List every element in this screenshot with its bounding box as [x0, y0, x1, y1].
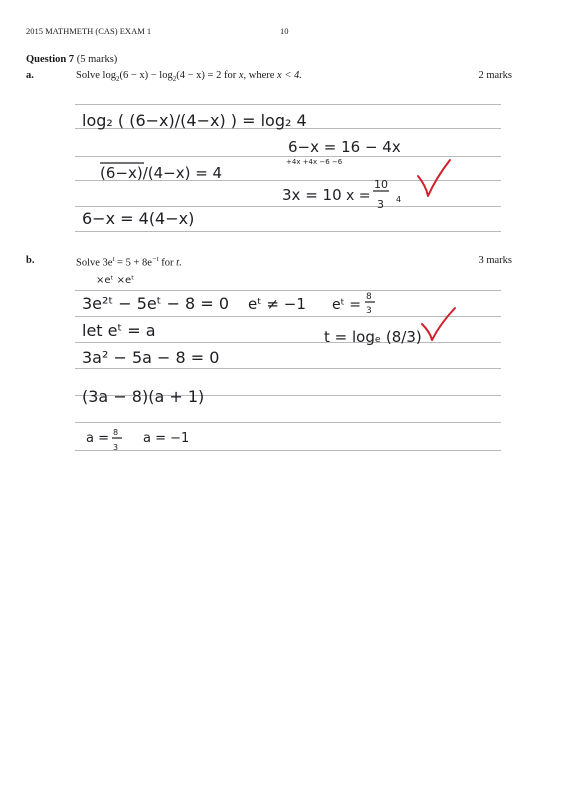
- answer-line: [75, 316, 501, 317]
- hw-b-side-eq-den: 3: [366, 306, 372, 316]
- correct-tick-icon: [422, 308, 455, 340]
- stmt-b-2: = 5 + 8e: [114, 257, 152, 269]
- hw-a-side3-num: 10: [374, 178, 388, 191]
- page-number: 10: [280, 26, 289, 36]
- part-a-marks: 2 marks: [478, 70, 512, 81]
- part-b-label: b.: [26, 255, 35, 266]
- hw-b-mult: ×eᵗ ×eᵗ: [96, 275, 135, 286]
- stmt-b-sup2: −t: [151, 255, 159, 263]
- hw-b-line1: 3e²ᵗ − 5eᵗ − 8 = 0: [82, 294, 229, 313]
- stmt-b-sup1: t: [112, 255, 115, 263]
- hw-a-side3-den: 3: [377, 198, 384, 211]
- hw-b-side-neq: eᵗ ≠ −1: [248, 295, 306, 313]
- answer-line: [75, 128, 501, 129]
- part-b-marks: 3 marks: [478, 255, 512, 266]
- stmt-a-sub1: 2: [115, 75, 120, 84]
- stmt-a-cond: x < 4.: [277, 70, 302, 81]
- hw-a-line1: log₂ ( (6−x)/(4−x) ) = log₂ 4: [82, 111, 307, 130]
- answer-line: [75, 156, 501, 157]
- hw-a-side2: 3x = 10: [282, 186, 342, 204]
- hw-b-line4: (3a − 8)(a + 1): [82, 387, 205, 406]
- hw-b-line5-b: a = −1: [143, 431, 190, 446]
- answer-line: [75, 450, 501, 451]
- hw-b-line5-num: 8: [113, 428, 119, 437]
- answer-line: [75, 231, 501, 232]
- part-a-statement: [76, 70, 302, 83]
- answer-line: [75, 342, 501, 343]
- hw-a-side1-marks: +4x +4x −6 −6: [286, 158, 343, 166]
- hw-b-line5-den: 3: [113, 443, 119, 452]
- stmt-a-1: Solve log: [76, 70, 116, 81]
- hw-a-line3: 6−x = 4(4−x): [82, 209, 195, 228]
- hw-a-side1: 6−x = 16 − 4x: [288, 138, 401, 156]
- stmt-a-4: , where: [243, 70, 278, 81]
- answer-line: [75, 206, 501, 207]
- stmt-a-2: (6 − x) − log: [119, 70, 173, 81]
- exam-header: 2015 MATHMETH (CAS) EXAM 1: [26, 26, 152, 36]
- part-b-statement: [76, 255, 182, 269]
- answer-line: [75, 180, 501, 181]
- question-label: Question 7: [26, 54, 75, 65]
- answer-line: [75, 104, 501, 105]
- answer-line: [75, 422, 501, 423]
- hw-b-side-eq-num: 8: [366, 292, 372, 302]
- hw-b-line3: 3a² − 5a − 8 = 0: [82, 348, 220, 367]
- stmt-a-sub2: 2: [172, 75, 177, 84]
- part-a-prompt: [26, 70, 302, 84]
- stmt-a-3: (4 − x) = 2 for: [176, 70, 239, 81]
- answer-line: [75, 395, 501, 396]
- question-title: [26, 54, 117, 65]
- answer-line: [75, 290, 501, 291]
- question-marks: (5 marks): [76, 54, 118, 65]
- hw-b-line2: let eᵗ = a: [82, 321, 156, 340]
- part-b-prompt: [26, 255, 182, 269]
- hw-b-line5-a: a =: [86, 431, 109, 446]
- answer-line: [75, 368, 501, 369]
- hw-a-line2: (6−x)/(4−x) = 4: [100, 164, 223, 182]
- hw-b-side-ans: t = logₑ (8/3): [324, 328, 422, 346]
- hw-a-side3-mark: 4: [396, 195, 402, 204]
- stmt-a-var: x: [238, 70, 244, 81]
- stmt-b-1: Solve 3e: [76, 257, 113, 269]
- hw-a-side3-lhs: x =: [346, 188, 371, 204]
- stmt-b-var: t: [176, 257, 180, 269]
- correct-tick-icon: [418, 160, 450, 196]
- hw-b-side-eq-lhs: eᵗ =: [332, 297, 361, 313]
- part-a-label: a.: [26, 70, 34, 81]
- stmt-b-4: .: [179, 257, 182, 269]
- stmt-b-3: for: [158, 257, 177, 269]
